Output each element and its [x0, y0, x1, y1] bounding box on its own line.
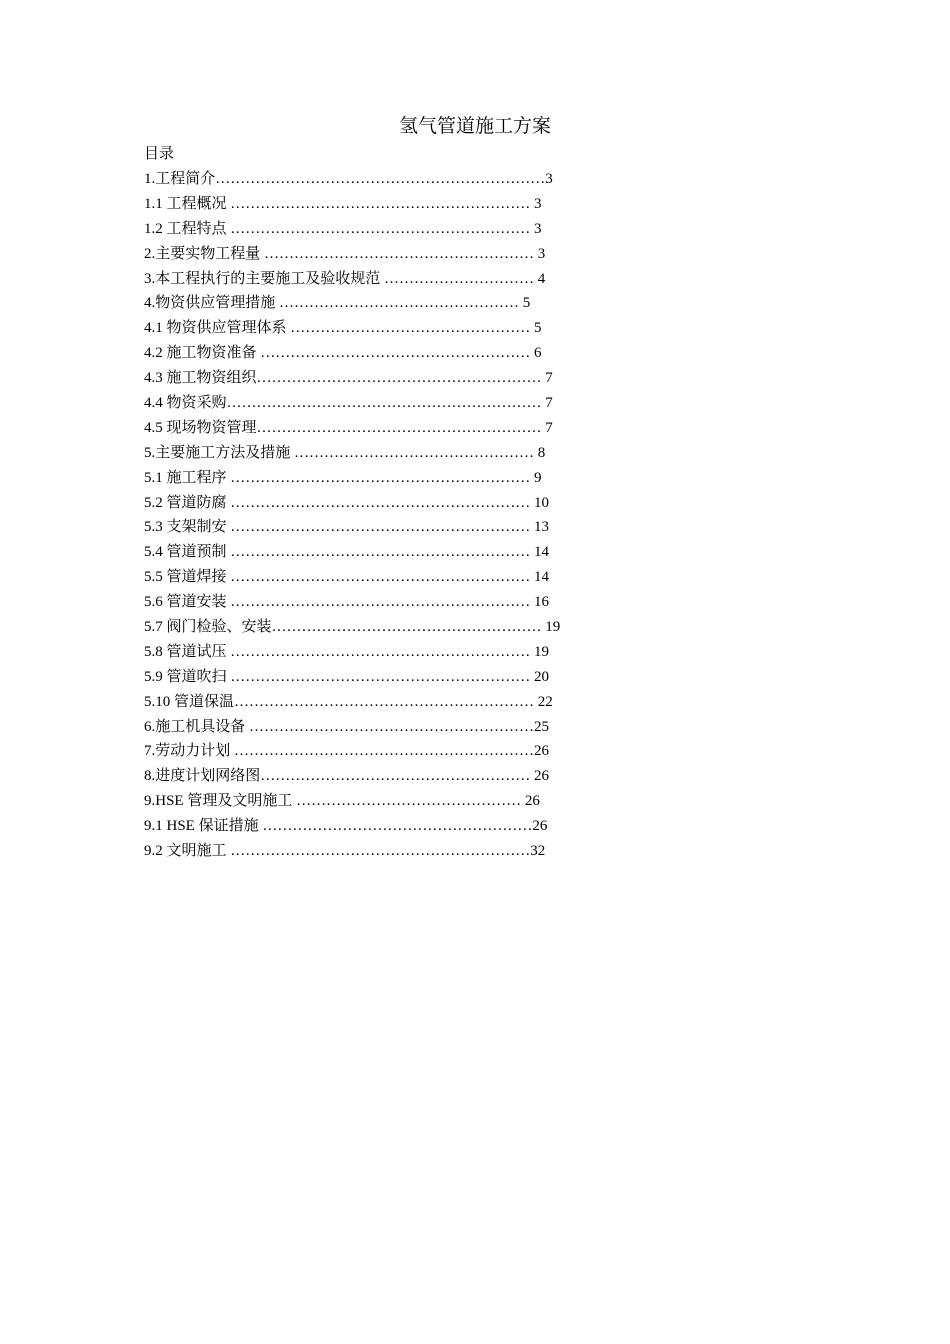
toc-entry: 5.10 管道保温…………………………………………………… 22 — [144, 693, 553, 710]
table-of-contents — [144, 168, 560, 865]
toc-entry: 1.工程简介…………………………………………………………3 — [144, 171, 553, 187]
toc-entry: 4.4 物资采购……………………………………………………… 7 — [144, 395, 553, 412]
toc-entry: 3.本工程执行的主要施工及验收规范 ………………………… 4 — [144, 270, 546, 287]
toc-entry: 5.3 支架制安 …………………………………………………… 13 — [144, 519, 550, 536]
toc-entry: 5.1 施工程序 …………………………………………………… 9 — [144, 469, 542, 486]
toc-entry: 1.2 工程特点 …………………………………………………… 3 — [144, 220, 542, 237]
toc-entry: 4.3 施工物资组织………………………………………………… 7 — [144, 370, 553, 387]
toc-entry: 8.进度计划网络图……………………………………………… 26 — [144, 768, 550, 785]
toc-entry: 6.施工机具设备 …………………………………………………25 — [144, 718, 550, 735]
toc-entry: 9.1 HSE 保证措施 ………………………………………………26 — [144, 818, 548, 835]
toc-entry: 9.HSE 管理及文明施工 ……………………………………… 26 — [144, 793, 540, 810]
toc-entry: 5.8 管道试压 …………………………………………………… 19 — [144, 643, 550, 660]
toc-entry: 5.9 管道吹扫 …………………………………………………… 20 — [144, 668, 550, 685]
toc-entry: 5.5 管道焊接 …………………………………………………… 14 — [144, 569, 550, 586]
toc-entry: 4.物资供应管理措施 ………………………………………… 5 — [144, 295, 531, 312]
toc-entry: 5.7 阀门检验、安装……………………………………………… 19 — [144, 619, 561, 636]
document-title: 氢气管道施工方案 — [398, 116, 551, 137]
toc-entry: 5.主要施工方法及措施 ………………………………………… 8 — [144, 444, 546, 461]
toc-entry: 5.2 管道防腐 …………………………………………………… 10 — [144, 494, 550, 511]
toc-entry: 5.4 管道预制 …………………………………………………… 14 — [144, 544, 550, 561]
toc-entry: 4.5 现场物资管理………………………………………………… 7 — [144, 419, 553, 436]
toc-entry: 4.1 物资供应管理体系 ………………………………………… 5 — [144, 320, 542, 337]
toc-entry: 7.劳动力计划 ……………………………………………………26 — [144, 743, 550, 760]
toc-entry: 4.2 施工物资准备 ……………………………………………… 6 — [144, 345, 542, 362]
toc-entry: 2.主要实物工程量 ……………………………………………… 3 — [144, 245, 546, 262]
toc-entry: 5.6 管道安装 …………………………………………………… 16 — [144, 594, 550, 611]
toc-entry: 9.2 文明施工 ……………………………………………………32 — [144, 843, 546, 860]
toc-entry: 1.1 工程概况 …………………………………………………… 3 — [144, 195, 542, 212]
toc-heading: 目录 — [144, 146, 175, 162]
